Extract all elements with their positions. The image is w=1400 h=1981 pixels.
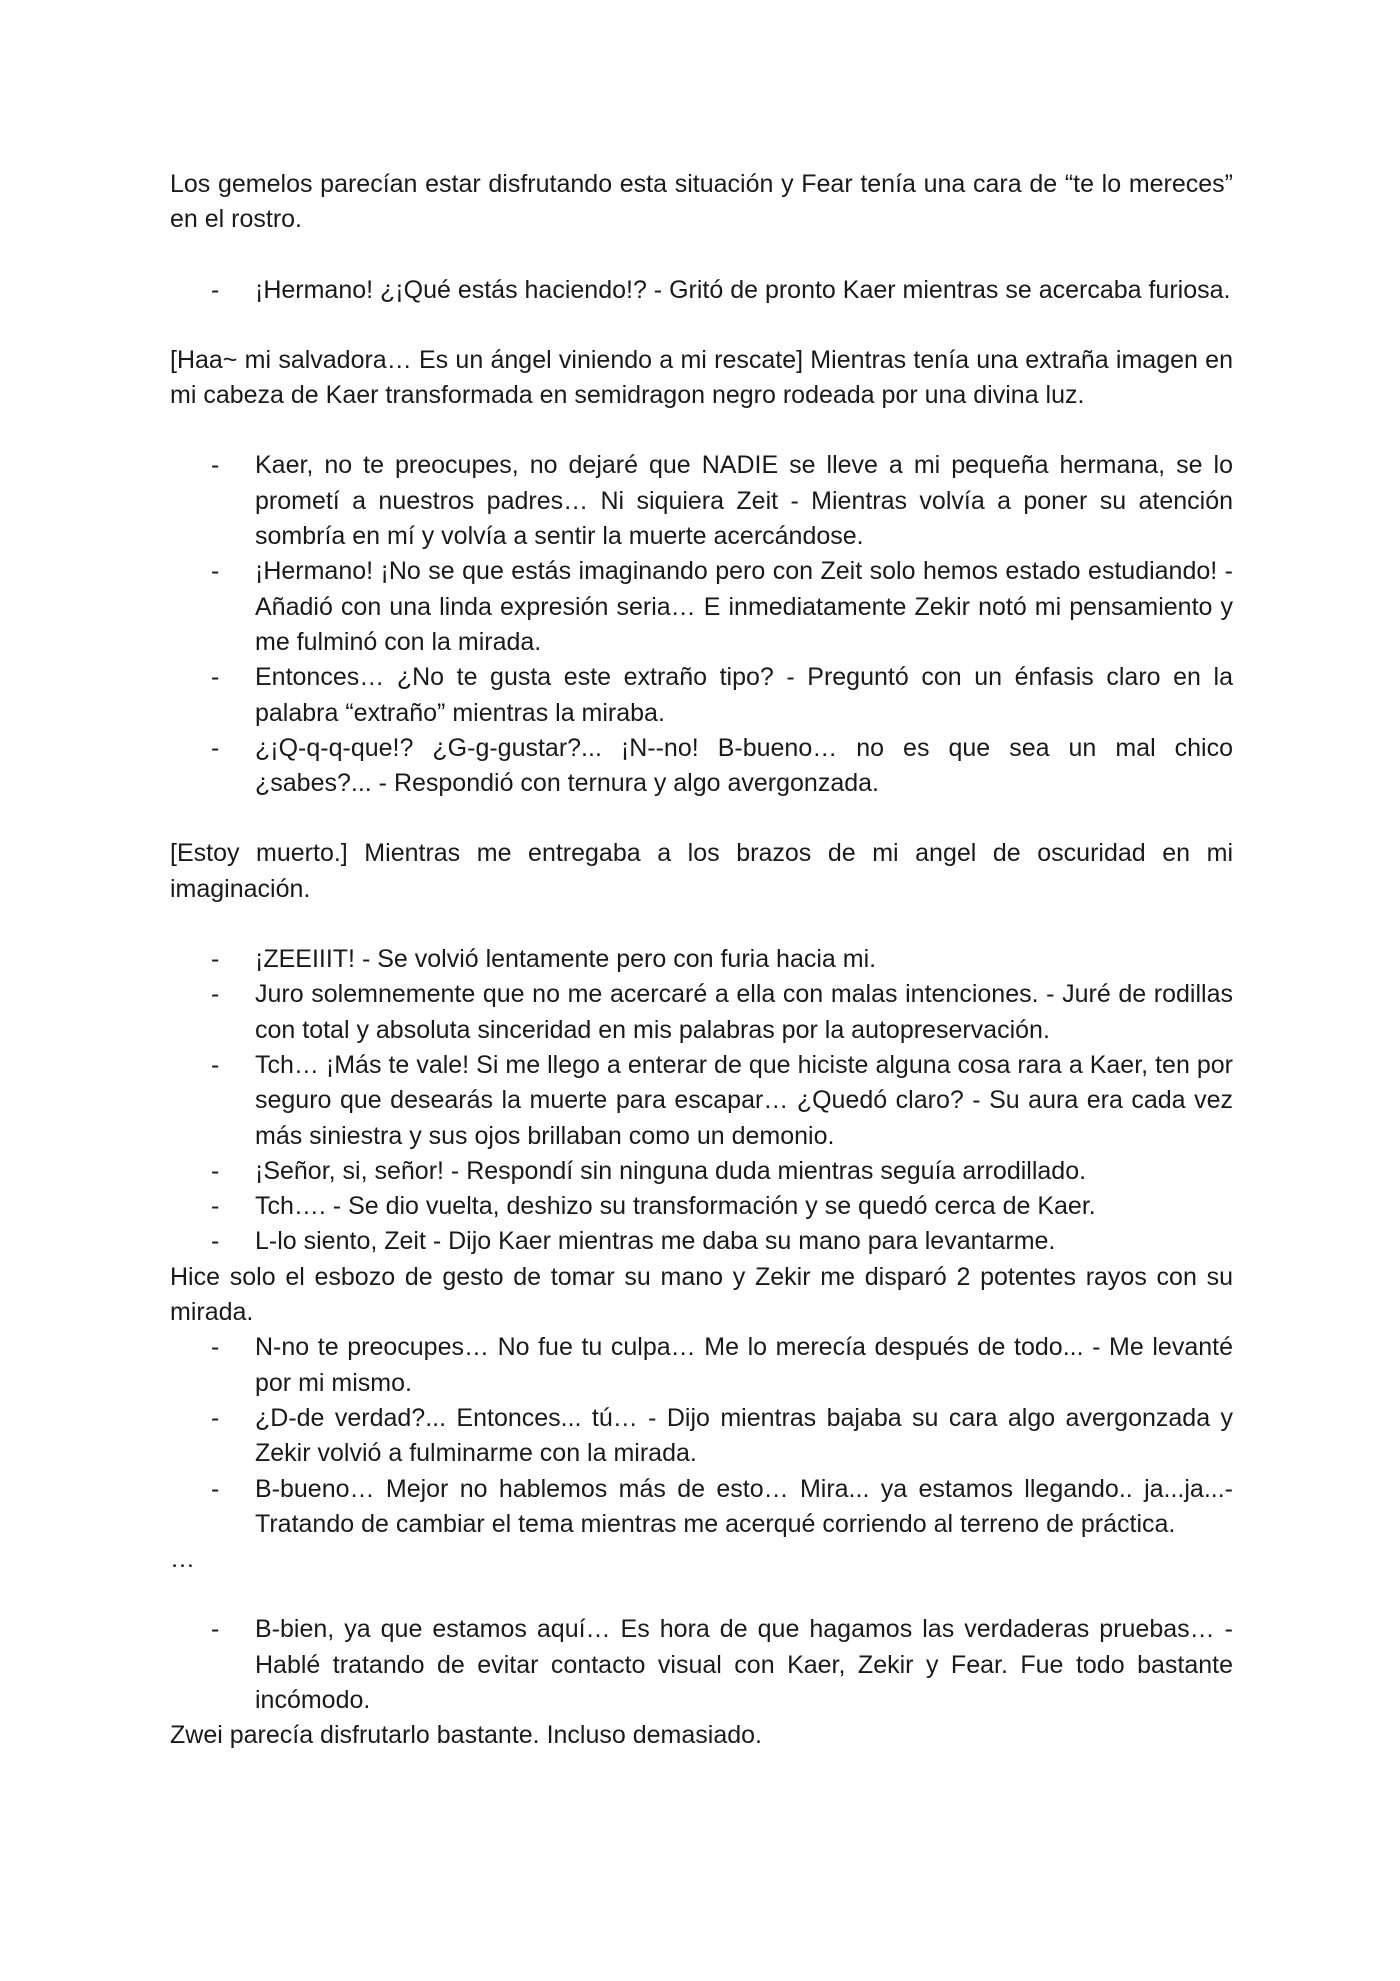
dialogue-text: Tch… ¡Más te vale! Si me llego a enterar de que hiciste alguna cosa rara a Kaer, ten por seguro que desearás la muerte para escapar… ¿Quedó claro? - Su aura era cada vez más siniestra y sus ojos brillaban como un demonio. [255, 1050, 1233, 1150]
narration-paragraph: [Haa~ mi salvadora… Es un ángel viniendo a mi rescate] Mientras tenía una extraña imagen en mi cabeza de Kaer transformada en semidragon negro rodeada por una divina luz. [170, 345, 1233, 410]
dialogue-text: Kaer, no te preocupes, no dejaré que NADIE se lleve a mi pequeña hermana, se lo prometí a nuestros padres… Ni siquiera Zeit - Mientras volvía a poner su atención sombría en mí y volvía a sentir la muerte acercándose. [255, 451, 1233, 551]
dialogue-line [170, 448, 1233, 554]
dialogue-line [170, 1472, 1233, 1543]
dialogue-list [170, 1612, 1233, 1718]
dialogue-list [170, 273, 1233, 308]
dialogue-text: N-no te preocupes… No fue tu culpa… Me lo merecía después de todo... - Me levanté por mi mismo. [255, 1333, 1233, 1397]
dialogue-text: ¡Señor, si, señor! - Respondí sin ninguna duda mientras seguía arrodillado. [255, 1156, 1087, 1185]
dialogue-line [170, 1048, 1233, 1154]
dialogue-line [170, 942, 1233, 977]
dialogue-text: L-lo siento, Zeit - Dijo Kaer mientras me daba su mano para levantarme. [255, 1227, 1056, 1256]
dialogue-text: ¿¡Q-q-q-que!? ¿G-g-gustar?... ¡N--no! B-bueno… no es que sea un mal chico ¿sabes?... - Respondió con ternura y algo avergonzada. [255, 733, 1233, 798]
paragraph-spacer [170, 308, 1233, 343]
paragraph-spacer [170, 907, 1233, 942]
dialogue-dash: - [211, 1474, 220, 1503]
dialogue-dash: - [211, 663, 220, 692]
dialogue-text: ¿D-de verdad?... Entonces... tú… - Dijo mientras bajaba su cara algo avergonzada y Zekir volvió a fulminarme con la mirada. [255, 1403, 1233, 1468]
dialogue-dash: - [211, 557, 220, 586]
dialogue-dash: - [211, 1333, 220, 1362]
dialogue-dash: - [211, 1403, 220, 1432]
dialogue-text: B-bien, ya que estamos aquí… Es hora de que hagamos las verdaderas pruebas… - Hablé tratando de evitar contacto visual con Kaer, Zekir y Fear. Fue todo bastante incómodo. [255, 1615, 1233, 1714]
dialogue-line [170, 977, 1233, 1048]
dialogue-list [170, 942, 1233, 1260]
paragraph-spacer [170, 238, 1233, 273]
dialogue-dash: - [211, 275, 220, 304]
dialogue-text: ¡ZEEIIIT! - Se volvió lentamente pero con furia hacia mi. [255, 945, 877, 974]
paragraph-spacer [170, 413, 1233, 448]
dialogue-line [170, 1154, 1233, 1189]
dialogue-line [170, 1612, 1233, 1718]
document-page [170, 167, 1233, 1754]
dialogue-dash: - [211, 1227, 220, 1256]
dialogue-list [170, 1330, 1233, 1542]
dialogue-dash: - [211, 1615, 220, 1644]
dialogue-line [170, 1330, 1233, 1401]
dialogue-dash: - [211, 1156, 220, 1185]
dialogue-line [170, 1401, 1233, 1472]
narration-paragraph: Los gemelos parecían estar disfrutando esta situación y Fear tenía una cara de “te lo mereces” en el rostro. [170, 170, 1233, 234]
dialogue-dash: - [211, 945, 220, 974]
dialogue-text: ¡Hermano! ¿¡Qué estás haciendo!? - Gritó de pronto Kaer mientras se acercaba furiosa. [255, 275, 1231, 304]
paragraph-spacer [170, 1577, 1233, 1612]
dialogue-dash: - [211, 733, 220, 762]
dialogue-dash: - [211, 1192, 220, 1221]
narration-paragraph: Hice solo el esbozo de gesto de tomar su mano y Zekir me disparó 2 potentes rayos con su mirada. [170, 1262, 1233, 1327]
dialogue-line [170, 1224, 1233, 1259]
dialogue-list [170, 448, 1233, 801]
dialogue-line [170, 273, 1233, 308]
dialogue-text: Juro solemnemente que no me acercaré a ella con malas intenciones. - Juré de rodillas con total y absoluta sinceridad en mis palabras por la autopreservación. [255, 980, 1233, 1044]
dialogue-text: Entonces… ¿No te gusta este extraño tipo? - Preguntó con un énfasis claro en la palabra “extraño” mientras la miraba. [255, 663, 1233, 727]
dialogue-text: B-bueno… Mejor no hablemos más de esto… Mira... ya estamos llegando.. ja...ja...- Tratando de cambiar el tema mientras me acerqué corriendo al terreno de práctica. [255, 1474, 1233, 1538]
narration-paragraph: [Estoy muerto.] Mientras me entregaba a los brazos de mi angel de oscuridad en mi imaginación. [170, 839, 1233, 903]
dialogue-line [170, 1189, 1233, 1224]
scene-break-ellipsis: … [170, 1545, 195, 1574]
dialogue-dash: - [211, 1050, 220, 1079]
paragraph-spacer [170, 801, 1233, 836]
narration-paragraph: Zwei parecía disfrutarlo bastante. Incluso demasiado. [170, 1721, 762, 1750]
dialogue-text: Tch…. - Se dio vuelta, deshizo su transformación y se quedó cerca de Kaer. [255, 1192, 1096, 1221]
dialogue-dash: - [211, 980, 220, 1009]
dialogue-line [170, 731, 1233, 802]
dialogue-line [170, 660, 1233, 731]
dialogue-dash: - [211, 451, 220, 480]
dialogue-text: ¡Hermano! ¡No se que estás imaginando pero con Zeit solo hemos estado estudiando! - Añadió con una linda expresión seria… E inmediatamente Zekir notó mi pensamiento y me fulminó con la mirada. [255, 557, 1233, 656]
dialogue-line [170, 554, 1233, 660]
